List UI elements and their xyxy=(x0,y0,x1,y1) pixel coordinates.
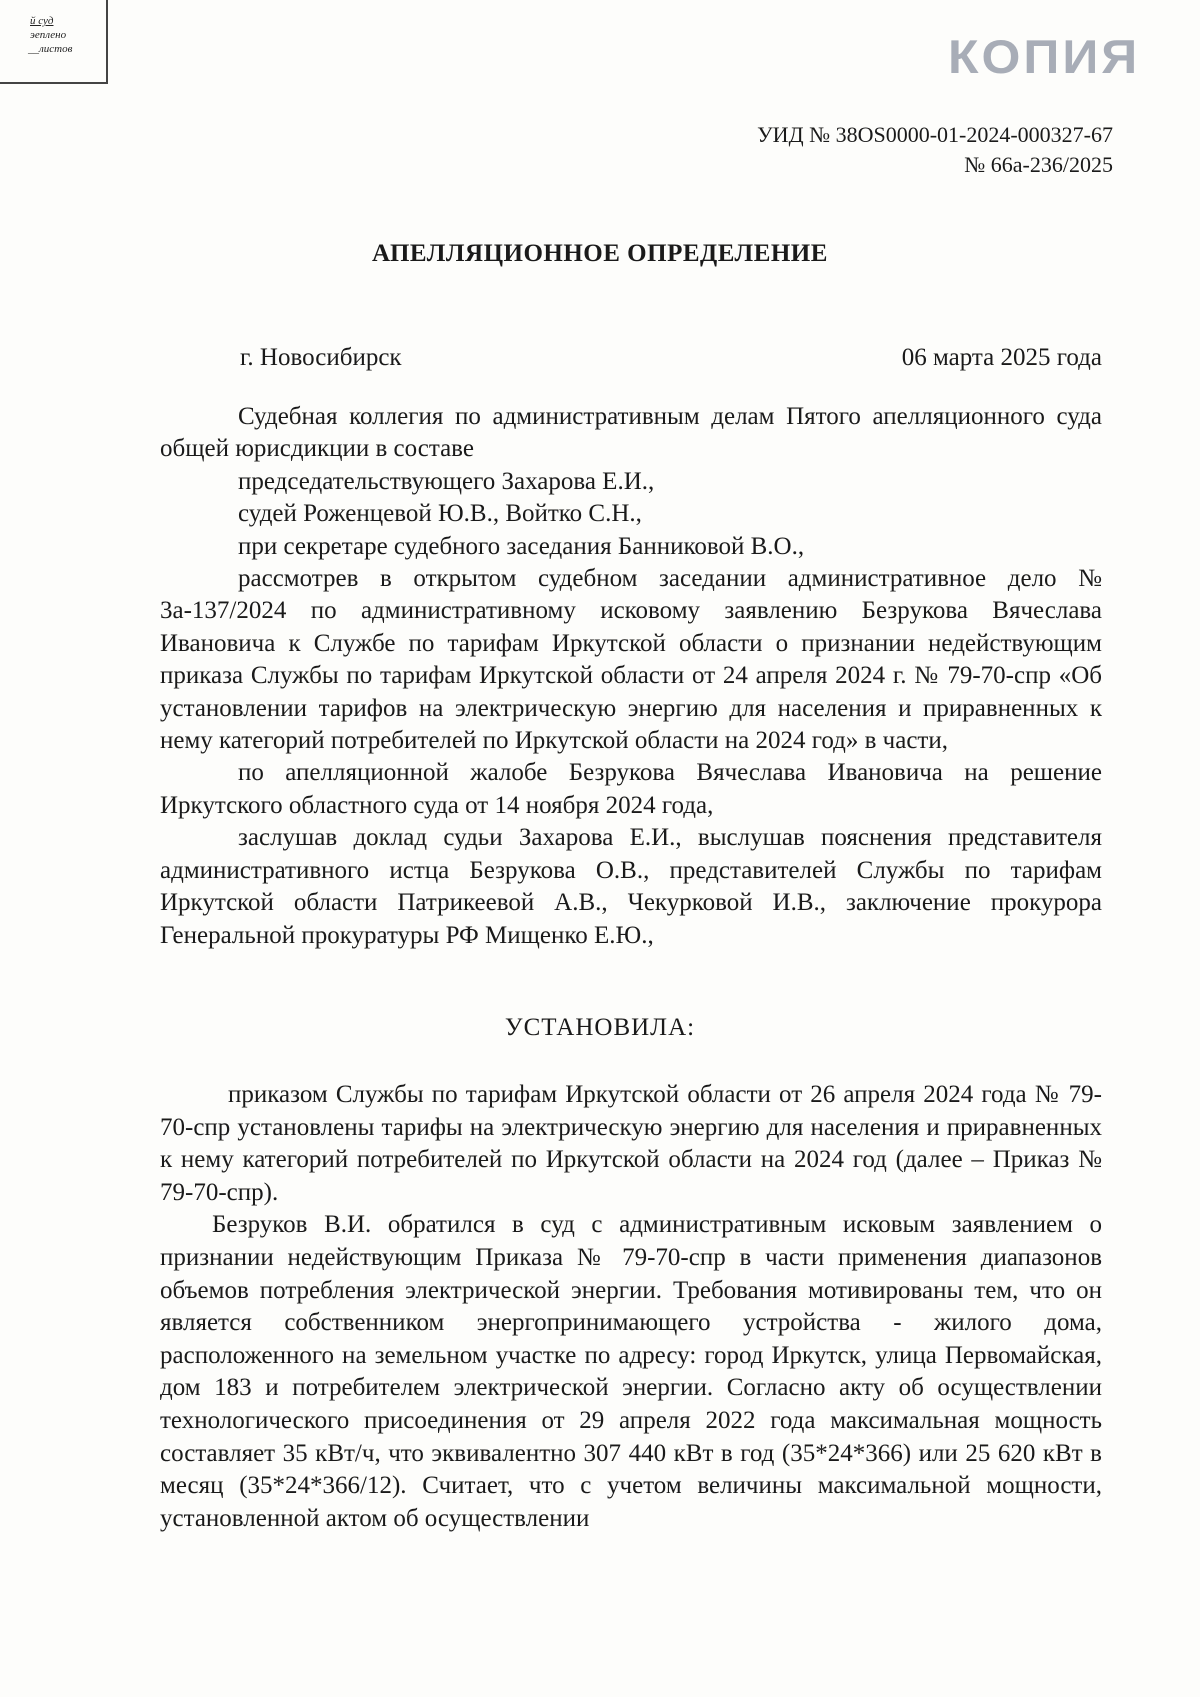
date: 06 марта 2025 года xyxy=(901,344,1102,371)
presiding-judge: председательствующего Захарова Е.И., xyxy=(238,467,655,495)
court-corner-stamp xyxy=(0,0,108,84)
case-identifiers xyxy=(757,120,1113,180)
copy-stamp: КОПИЯ xyxy=(948,30,1141,84)
stamp-line-2: эеплено xyxy=(30,29,67,41)
case-description: рассмотрев в открытом судебном заседании административное дело № 3а-137/2024 по административному исковому заявлению Безрукова Вячеслава Ивановича к Службе по тарифам Иркутской области о признании недействующим приказа Службы по тарифам Иркутской области от 24 апреля 2024 г. № 79-70-спр «Об установлении тарифов на электрическую энергию для населения и приравненных к нему категорий потребителей по Иркутской области на 2024 год» в части, xyxy=(160,565,1102,755)
appeal-description: по апелляционной жалобе Безрукова Вячеслава Ивановича на решение Иркутского областного суда от 14 ноября 2024 года, xyxy=(160,759,1102,819)
section-title: УСТАНОВИЛА: xyxy=(504,1014,696,1041)
intro-paragraph: Судебная коллегия по административным делам Пятого апелляционного суда общей юрисдикции в составе xyxy=(160,403,1102,463)
uid-number: УИД № 38OS0000-01-2024-000327-67 xyxy=(757,122,1113,147)
city: г. Новосибирск xyxy=(240,344,402,371)
document-title: АПЕЛЛЯЦИОННОЕ ОПРЕДЕЛЕНИЕ xyxy=(372,240,828,267)
case-number: № 66а-236/2025 xyxy=(964,152,1113,177)
judges: судей Роженцевой Ю.В., Войтко С.Н., xyxy=(238,500,642,528)
established-text xyxy=(160,1079,1102,1535)
stamp-line-3: __листов xyxy=(28,43,73,55)
established-paragraph-2: Безруков В.И. обратился в суд с административным исковым заявлением о признании недействующим Приказа № 79-70-спр в части применения диапазонов объемов потребления электрической энергии. Требования мотивированы тем, что он является собственником энергопринимающего устройства - жилого дома, расположенного на земельном участке по адресу: город Иркутск, улица Первомайская, дом 183 и потребителем электрической энергии. Согласно акту об осуществлении технологического присоединения от 29 апреля 2022 года максимальная мощность составляет 35 кВт/ч, что эквивалентно 307 440 кВт в год (35*24*366) или 25 620 кВт в месяц (35*24*366/12). Считает, что с учетом величины максимальной мощности, установленной актом об осуществлении xyxy=(160,1211,1102,1532)
secretary: при секретаре судебного заседания Банниковой В.О., xyxy=(238,532,805,560)
established-paragraph-1: приказом Службы по тарифам Иркутской области от 26 апреля 2024 года № 79-70-спр установлены тарифы на электрическую энергию для населения и приравненных к нему категорий потребителей по Иркутской области на 2024 год (далее – Приказ № 79-70-спр). xyxy=(160,1081,1102,1206)
intro-text xyxy=(160,401,1102,952)
stamp-line-1: й суд xyxy=(30,15,54,27)
hearing-description: заслушав доклад судьи Захарова Е.И., выслушав пояснения представителя административного истца Безрукова О.В., представителей Службы по тарифам Иркутской области Патрикеевой А.В., Чекурковой И.В., заключение прокурора Генеральной прокуратуры РФ Мищенко Е.Ю., xyxy=(160,824,1102,949)
